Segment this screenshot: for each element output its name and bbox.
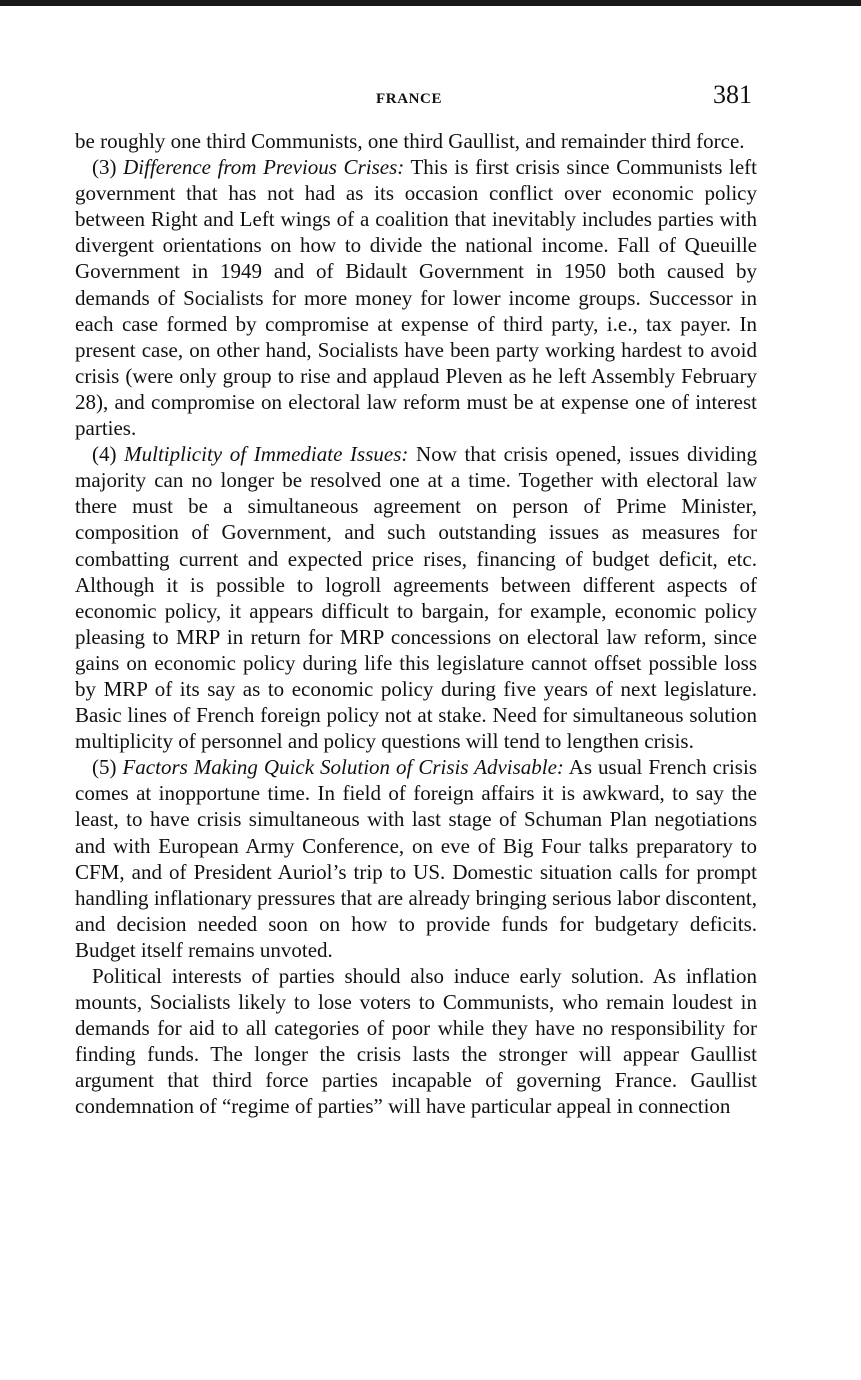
paragraph-number: (5) (92, 755, 123, 780)
body-text (75, 128, 757, 1120)
paragraph-text: As usual French crisis comes at inopportune time. In field of foreign affairs it is awkward, to say the least, to have crisis simultaneous with last stage of Schuman Plan negotiations and with European Army Conference, on eve of Big Four talks preparatory to CFM, and of President Auriol’s trip to US. Domestic situation calls for prompt handling inflationary pressures that are already bringing serious labor discontent, and decision needed soon on how to provide funds for budgetary deficits. Budget itself remains unvoted. (75, 755, 757, 962)
paragraph-number: (3) (92, 155, 124, 180)
paragraph-text: Now that crisis opened, issues dividing majority can no longer be resolved one at a time. Together with electoral law there must be a simultaneous agreement on person of Prime Minister, composition of Government, and such outstanding issues as measures for combatting current and expected price rises, financing of budget deficit, etc. Although it is possible to logroll agreements between different aspects of economic policy, it appears difficult to bargain, for example, economic policy pleasing to MRP in return for MRP concessions on electoral law reform, since gains on economic policy during life this legislature cannot offset possible loss by MRP of its say as to economic policy during five years of next legislature. Basic lines of French foreign policy not at stake. Need for simultaneous solution multiplicity of personnel and policy questions will tend to lengthen crisis. (75, 442, 757, 754)
page-number: 381 (713, 80, 752, 109)
paragraph-continuation (75, 128, 757, 154)
paragraph-text: Political interests of parties should also induce early solution. As inflation mounts, Socialists likely to lose voters to Communists, who remain loudest in demands for aid to all categories of poor while they have no responsibility for finding funds. The longer the crisis lasts the stronger will appear Gaullist argument that third force parties incapable of governing France. Gaullist condemnation of “regime of parties” will have particular appeal in connection (75, 964, 757, 1119)
paragraph-factors-quick-solution (75, 754, 757, 963)
paragraph-difference-from-previous-crises (75, 154, 757, 441)
running-header (0, 80, 861, 114)
paragraph-heading: Factors Making Quick Solution of Crisis Advisable: (122, 755, 564, 780)
paragraph-heading: Difference from Previous Crises: (123, 155, 405, 180)
top-border-rule (0, 0, 861, 6)
paragraph-political-interests (75, 963, 757, 1120)
paragraph-text: This is first crisis since Communists left government that has not had as its occasion conflict over economic policy between Right and Left wings of a coalition that inevitably includes parties with divergent orientations on how to divide the national income. Fall of Queuille Government in 1949 and of Bidault Government in 1950 both caused by demands of Socialists for more money for lower income groups. Successor in each case formed by compromise at expense of third party, i.e., tax payer. In present case, on other hand, Socialists have been party working hardest to avoid crisis (were only group to rise and applaud Pleven as he left Assembly February 28), and compromise on electoral law reform must be at expense one of interest parties. (75, 155, 757, 441)
paragraph-number: (4) (92, 442, 125, 467)
paragraph-text: be roughly one third Communists, one third Gaullist, and remainder third force. (75, 129, 745, 153)
running-title: FRANCE (376, 91, 443, 107)
paragraph-heading: Multiplicity of Immediate Issues: (124, 442, 409, 467)
paragraph-multiplicity-of-immediate-issues (75, 441, 757, 754)
